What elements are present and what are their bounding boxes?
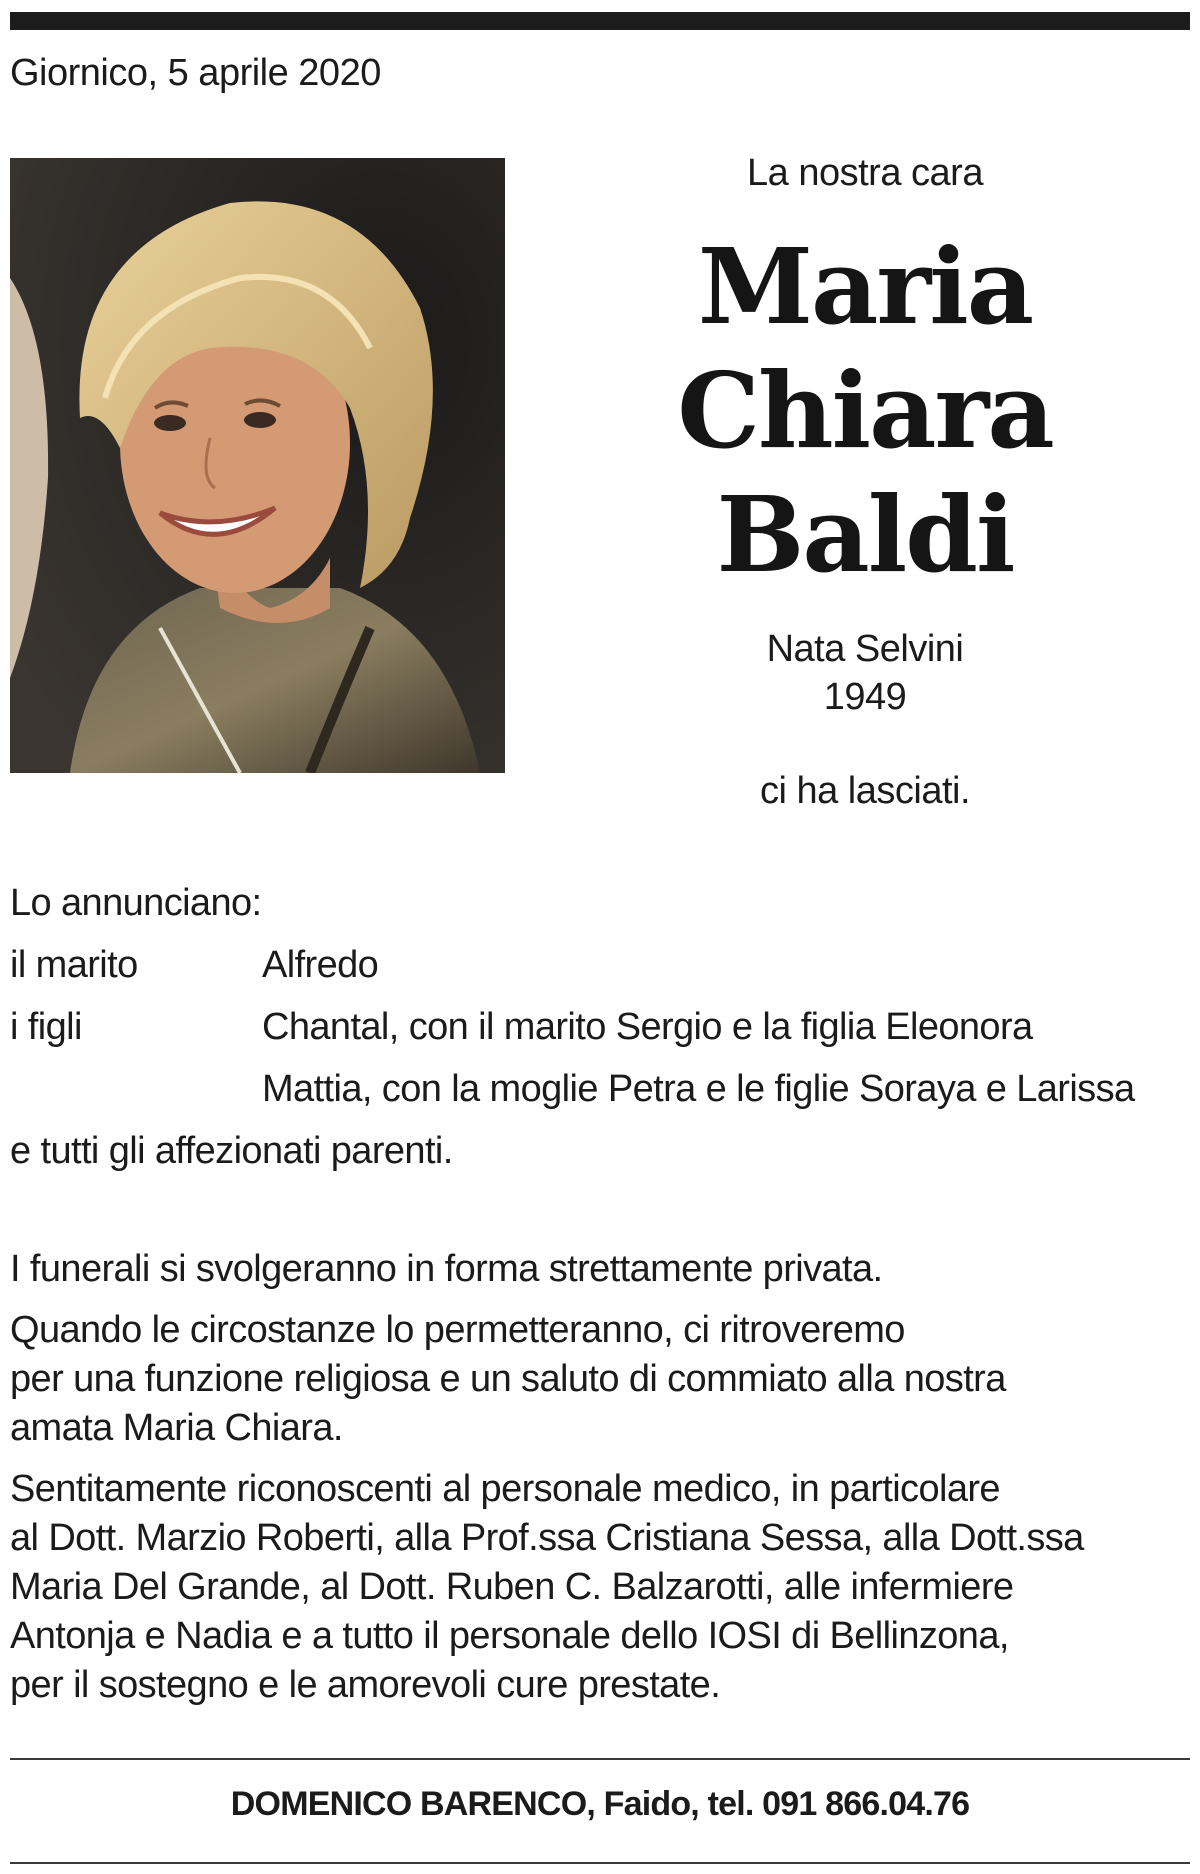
name-last: Baldi bbox=[716, 473, 1014, 596]
other-relatives: e tutti gli affezionati parenti. bbox=[10, 1130, 453, 1172]
closing-text: ci ha lasciati. bbox=[759, 770, 971, 812]
text-line: per una funzione religiosa e un saluto di commiato alla nostra bbox=[10, 1358, 1006, 1400]
birth-year: 1949 bbox=[823, 676, 907, 718]
text-line: Antonja e Nadia e a tutto il personale dello IOSI di Bellinzona, bbox=[10, 1615, 1009, 1657]
relative-row bbox=[10, 996, 1135, 1058]
relative-row bbox=[10, 934, 1135, 996]
text-line: Sentitamente riconoscenti al personale medico, in particolare bbox=[10, 1468, 1000, 1510]
dateline: Giornico, 5 aprile 2020 bbox=[10, 52, 381, 94]
announcement-block bbox=[10, 872, 1135, 1182]
text-line: amata Maria Chiara. bbox=[10, 1407, 343, 1449]
memorial-paragraph bbox=[10, 1306, 1180, 1453]
text-line: Maria Del Grande, al Dott. Ruben C. Balzarotti, alle infermiere bbox=[10, 1566, 1014, 1608]
portrait-illustration bbox=[10, 158, 505, 773]
text-line: I funerali si svolgeranno in forma strettamente privata. bbox=[10, 1248, 883, 1290]
top-rule bbox=[10, 12, 1190, 30]
name-middle: Chiara bbox=[677, 349, 1053, 472]
intro-text: La nostra cara bbox=[747, 152, 983, 194]
name-first: Maria bbox=[697, 225, 1033, 348]
maiden-name: Nata Selvini bbox=[766, 628, 964, 670]
relative-names: Chantal, con il marito Sergio e la figlia Eleonora bbox=[262, 1006, 1033, 1048]
relative-row bbox=[10, 1058, 1135, 1120]
footer-bottom-rule bbox=[10, 1862, 1190, 1864]
text-line: per il sostegno e le amorevoli cure prestate. bbox=[10, 1664, 721, 1706]
thanks-paragraph bbox=[10, 1465, 1180, 1710]
portrait-photo bbox=[10, 158, 505, 773]
text-line: Quando le circostanze lo permetteranno, ci ritroveremo bbox=[10, 1309, 905, 1351]
announcement-heading: Lo annunciano: bbox=[10, 882, 262, 924]
funeral-paragraph bbox=[10, 1245, 1180, 1294]
notice-body bbox=[10, 1245, 1180, 1722]
deceased-name bbox=[670, 225, 1060, 597]
relation-label bbox=[10, 1058, 262, 1120]
text-line: al Dott. Marzio Roberti, alla Prof.ssa Cristiana Sessa, alla Dott.ssa bbox=[10, 1517, 1084, 1559]
relation-label: i figli bbox=[10, 1006, 82, 1048]
undertaker-info: DOMENICO BARENCO, Faido, tel. 091 866.04.76 bbox=[230, 1785, 970, 1823]
relation-label: il marito bbox=[10, 944, 138, 986]
relative-names: Alfredo bbox=[262, 944, 379, 986]
birth-info bbox=[670, 625, 1060, 721]
footer-top-rule bbox=[10, 1758, 1190, 1760]
relative-names: Mattia, con la moglie Petra e le figlie Soraya e Larissa bbox=[262, 1068, 1135, 1110]
